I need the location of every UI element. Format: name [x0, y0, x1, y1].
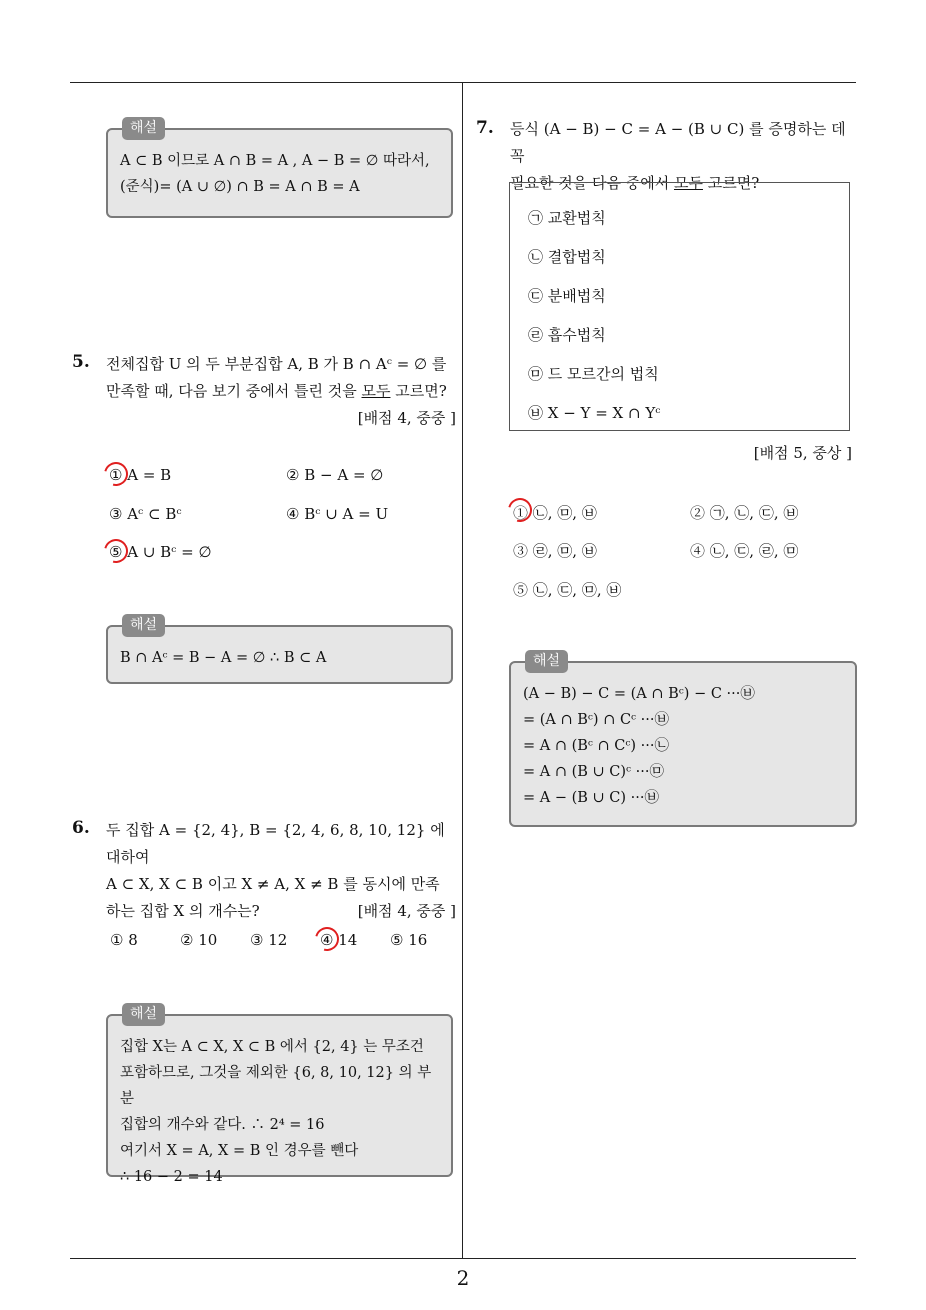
solution-line: = A − (B ∪ C) ···㉥ — [523, 790, 659, 806]
solution-tag: 해설 — [122, 117, 165, 140]
q7-option-1[interactable]: ① ㉡, ㉤, ㉥ — [513, 504, 597, 522]
question-line — [106, 378, 456, 405]
solution-line: 여기서 X = A, X = B 인 경우를 뺀다 — [120, 1143, 359, 1159]
choice-item: ㉡ 결합법칙 — [528, 248, 606, 266]
q7-option-2[interactable]: ② ㉠, ㉡, ㉢, ㉥ — [690, 504, 799, 522]
choice-item: ㉤ 드 모르간의 법칙 — [528, 365, 659, 383]
solution-box-q5 — [106, 617, 453, 684]
red-circle-mark — [311, 923, 344, 956]
question-line: 두 집합 A = {2, 4}, B = {2, 4, 6, 8, 10, 12} 에 대하여 — [106, 821, 445, 866]
solution-box-q4 — [106, 120, 453, 218]
solution-tag: 해설 — [122, 614, 165, 637]
question-number-7: 7. — [476, 118, 494, 138]
text-run: 하는 집합 X 의 개수는? — [106, 902, 260, 920]
solution-line: 포함하므로, 그것을 제외한 {6, 8, 10, 12} 의 부분 — [120, 1065, 432, 1107]
question-number-5: 5. — [72, 352, 90, 372]
q7-option-5[interactable]: ⑤ ㉡, ㉢, ㉤, ㉥ — [513, 581, 622, 599]
q6-option-1[interactable]: ① 8 — [110, 931, 138, 949]
underlined-word: 모두 — [673, 174, 703, 192]
score-label: [배점 4, 중중 ] — [357, 902, 456, 920]
q5-option-4[interactable]: ④ Bᶜ ∪ A = U — [286, 505, 389, 523]
question-line: A ⊂ X, X ⊂ B 이고 X ≠ A, X ≠ B 를 동시에 만족 — [106, 875, 440, 893]
q6-option-5[interactable]: ⑤ 16 — [390, 931, 428, 949]
solution-line: ∴ 16 − 2 = 14 — [120, 1169, 223, 1185]
solution-line: 집합의 개수와 같다. ∴ 2⁴ = 16 — [120, 1117, 325, 1133]
solution-line: A ⊂ B 이므로 A ∩ B = A , A − B = ∅ 따라서, — [120, 153, 430, 169]
top-rule — [70, 82, 856, 83]
q5-option-3[interactable]: ③ Aᶜ ⊂ Bᶜ — [109, 505, 182, 523]
question-text-6 — [106, 817, 456, 925]
choice-item: ㉠ 교환법칙 — [528, 209, 606, 227]
solution-tag: 해설 — [122, 1003, 165, 1026]
q6-option-4[interactable]: ④ 14 — [320, 931, 358, 949]
text-run: 고르면? — [702, 174, 760, 192]
q5-option-1[interactable]: ① A = B — [109, 466, 172, 484]
solution-box-q7 — [509, 653, 857, 827]
question-line — [106, 898, 456, 925]
choice-item: ㉥ X − Y = X ∩ Yᶜ — [528, 404, 661, 422]
solution-box-q6 — [106, 1006, 453, 1185]
score-label: [배점 5, 중상 ] — [753, 444, 852, 462]
score-label: [배점 4, 중중 ] — [357, 409, 456, 427]
solution-line: 집합 X는 A ⊂ X, X ⊂ B 에서 {2, 4} 는 무조건 — [120, 1039, 424, 1055]
question-line: 등식 (A − B) − C = A − (B ∪ C) 를 증명하는 데 꼭 — [510, 120, 846, 165]
choice-item: ㉢ 분배법칙 — [528, 287, 606, 305]
question-line: 전체집합 U 의 두 부분집합 A, B 가 B ∩ Aᶜ = ∅ 를 — [106, 355, 447, 373]
solution-tag: 해설 — [525, 650, 568, 673]
solution-line: (A − B) − C = (A ∩ Bᶜ) − C ···㉥ — [523, 686, 755, 702]
red-circle-mark — [100, 458, 133, 491]
q5-option-2[interactable]: ② B − A = ∅ — [286, 466, 384, 484]
q7-option-4[interactable]: ④ ㉡, ㉢, ㉣, ㉤ — [690, 542, 799, 560]
solution-line: = (A ∩ Bᶜ) ∩ Cᶜ ···㉥ — [523, 712, 670, 728]
bottom-rule — [70, 1258, 856, 1259]
solution-line: B ∩ Aᶜ = B − A = ∅ ∴ B ⊂ A — [120, 650, 327, 666]
red-circle-mark — [100, 535, 133, 568]
q5-option-5[interactable]: ⑤ A ∪ Bᶜ = ∅ — [109, 543, 212, 561]
column-divider — [462, 82, 463, 1258]
question-text-5 — [106, 351, 456, 432]
text-run: 고르면? — [390, 382, 447, 400]
q7-option-3[interactable]: ③ ㉣, ㉤, ㉥ — [513, 542, 597, 560]
q6-option-2[interactable]: ② 10 — [180, 931, 218, 949]
solution-line: = A ∩ (B ∪ C)ᶜ ···㉤ — [523, 764, 664, 780]
choice-item: ㉣ 흡수법칙 — [528, 326, 606, 344]
underlined-word: 모두 — [361, 382, 391, 400]
q6-option-3[interactable]: ③ 12 — [250, 931, 288, 949]
text-run: 필요한 것을 다음 중에서 — [510, 174, 674, 192]
text-run: 만족할 때, 다음 보기 중에서 틀린 것을 — [106, 382, 362, 400]
choice-panel — [509, 182, 850, 431]
solution-line: (준식)= (A ∪ ∅) ∩ B = A ∩ B = A — [120, 179, 360, 195]
page-number: 2 — [456, 1266, 470, 1290]
solution-line: = A ∩ (Bᶜ ∩ Cᶜ) ···㉡ — [523, 738, 670, 754]
question-number-6: 6. — [72, 818, 90, 838]
